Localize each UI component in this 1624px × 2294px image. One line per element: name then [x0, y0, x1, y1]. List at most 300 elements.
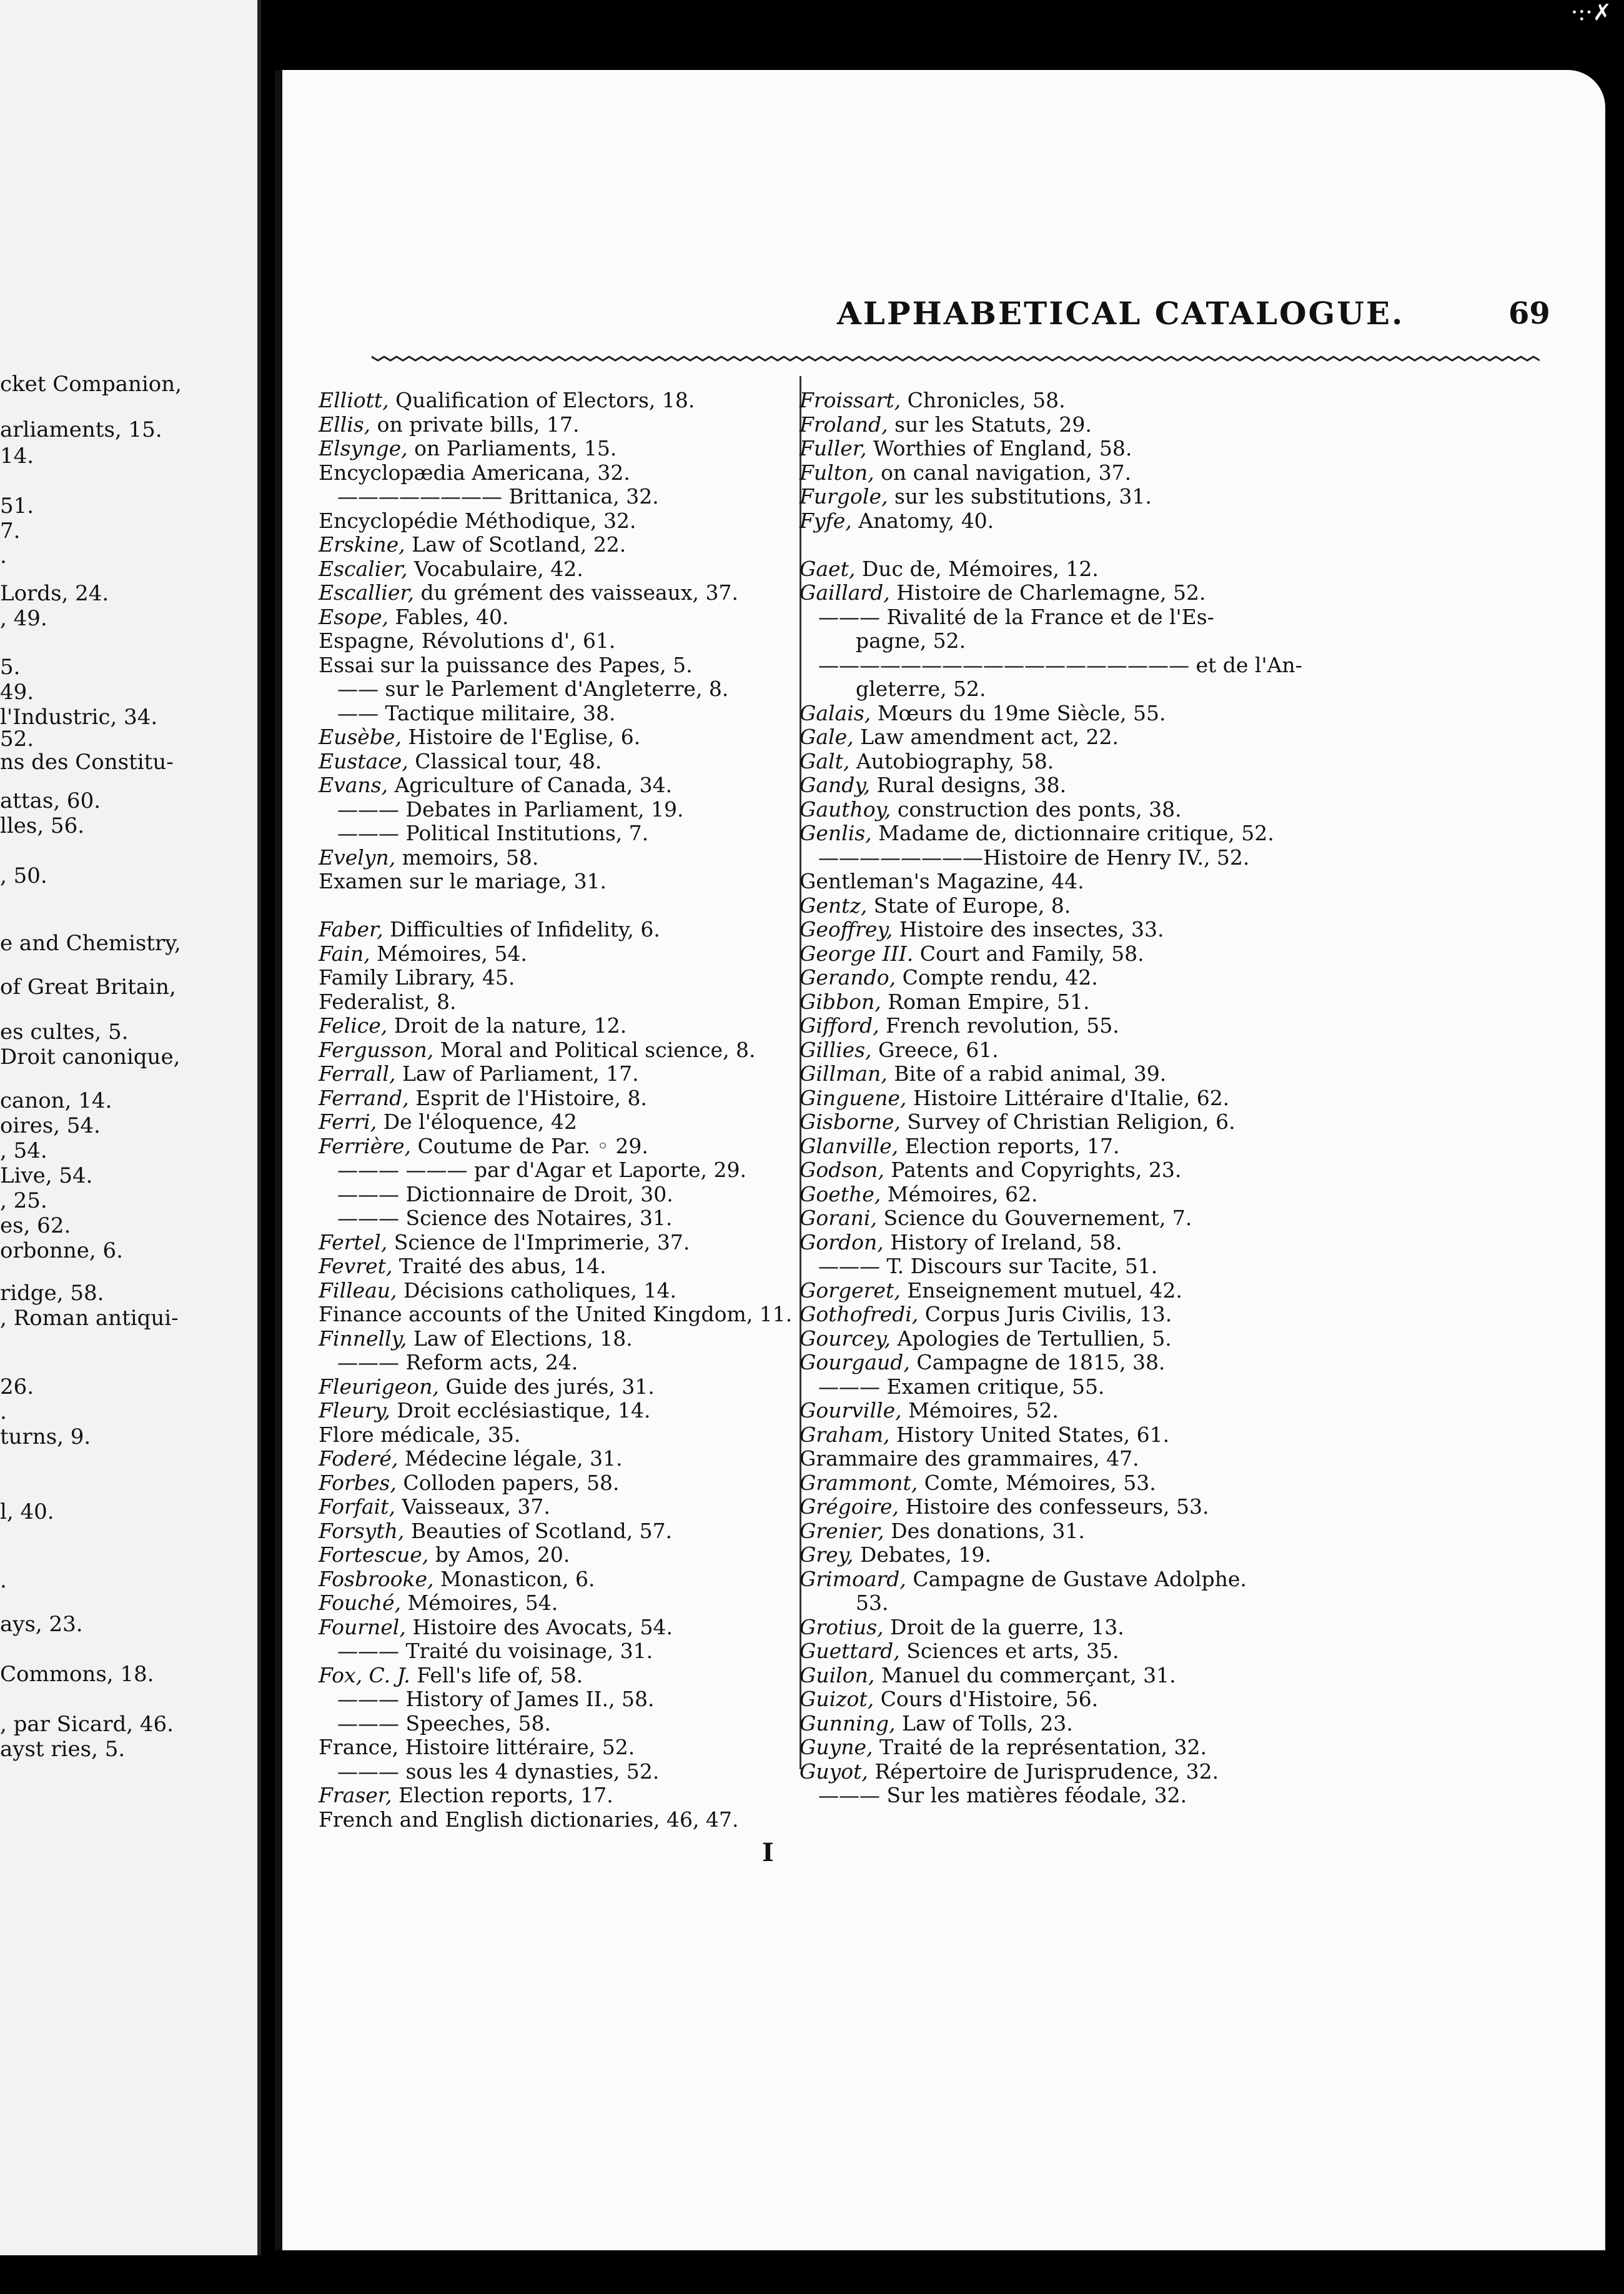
entry-title: pagne, 52. — [856, 628, 966, 653]
catalogue-entry — [800, 870, 1084, 893]
catalogue-entry — [800, 1351, 1165, 1374]
entry-author: Fevret, — [319, 1254, 393, 1278]
entry-author: Foderé, — [319, 1446, 399, 1471]
entry-author: Graham, — [800, 1422, 890, 1447]
catalogue-entry — [337, 1158, 746, 1182]
catalogue-entry — [319, 389, 695, 412]
catalogue-entry — [319, 1567, 595, 1591]
catalogue-entry — [800, 1303, 1172, 1326]
entry-author: Galais, — [800, 700, 871, 725]
entry-author: Escallier, — [319, 580, 415, 605]
catalogue-entry — [337, 1712, 551, 1735]
entry-title: Debates, 19. — [853, 1542, 991, 1567]
catalogue-entry — [800, 1158, 1181, 1182]
entry-author: Gaillard, — [800, 580, 890, 605]
entry-title: Worthies of England, 58. — [866, 436, 1132, 460]
entry-title: Patents and Copyrights, 23. — [884, 1158, 1182, 1182]
entry-title: Cours d'Histoire, 56. — [874, 1687, 1099, 1711]
entry-title: ——— History of James II., 58. — [337, 1687, 655, 1711]
entry-author: Fain, — [319, 941, 370, 966]
facing-page-line: 52. — [0, 727, 34, 752]
entry-title: French and English dictionaries, 46, 47. — [319, 1807, 739, 1832]
entry-title: Histoire de Charlemagne, 52. — [889, 580, 1206, 605]
entry-author: Ellis, — [319, 412, 371, 437]
entry-author: Esope, — [319, 604, 389, 629]
entry-title: Traité de la représentation, 32. — [873, 1735, 1207, 1759]
facing-page-fragment — [0, 0, 261, 2255]
entry-title: Election reports, 17. — [898, 1133, 1120, 1158]
entry-title: Mémoires, 52. — [901, 1398, 1059, 1423]
entry-title: De l'éloquence, 42 — [377, 1110, 577, 1134]
catalogue-entry — [319, 1086, 647, 1110]
entry-author: Gourgaud, — [800, 1350, 910, 1374]
entry-title: construction des ponts, 38. — [891, 797, 1182, 822]
entry-title: ——— Speeches, 58. — [337, 1711, 551, 1735]
catalogue-entry — [319, 1784, 613, 1807]
facing-page-line: , par Sicard, 46. — [0, 1712, 174, 1737]
entry-title: Greece, 61. — [871, 1037, 999, 1062]
facing-page-line: of Great Britain, — [0, 975, 176, 1000]
page-title: ALPHABETICAL CATALOGUE. — [837, 295, 1405, 332]
entry-title: ————————Histoire de Henry IV., 52. — [818, 845, 1250, 870]
catalogue-entry — [319, 1303, 792, 1326]
entry-title: Droit de la nature, 12. — [387, 1013, 627, 1038]
facing-page-line: cket Companion, — [0, 372, 182, 397]
entry-title: ——— T. Discours sur Tacite, 51. — [818, 1254, 1158, 1278]
entry-title: Finance accounts of the United Kingdom, 11. — [319, 1302, 793, 1326]
facing-page-line: 5. — [0, 655, 21, 680]
catalogue-entry — [319, 773, 672, 797]
entry-author: Fournel, — [319, 1614, 406, 1639]
catalogue-entry — [800, 1038, 999, 1062]
entry-title: Droit ecclésiastique, 14. — [390, 1398, 651, 1423]
catalogue-entry — [319, 581, 738, 605]
catalogue-entry — [319, 1327, 633, 1351]
catalogue-entry — [337, 1639, 653, 1663]
entry-title: ——— Sur les matières féodale, 32. — [818, 1783, 1187, 1807]
entry-author: Galt, — [800, 748, 850, 773]
entry-author: Fox, C. J. — [319, 1662, 410, 1687]
entry-title: Examen sur le mariage, 31. — [319, 869, 607, 893]
catalogue-entry — [337, 822, 648, 845]
signature-mark: I — [762, 1838, 774, 1867]
catalogue-entry — [800, 1760, 1219, 1784]
catalogue-entry — [800, 966, 1098, 990]
entry-author: Froissart, — [800, 388, 901, 412]
catalogue-entry — [800, 1447, 1139, 1471]
catalogue-entry — [800, 581, 1206, 605]
catalogue-entry — [800, 1687, 1098, 1711]
catalogue-entry — [856, 677, 986, 701]
facing-page-line: , Roman antiqui- — [0, 1306, 179, 1331]
entry-author: Guizot, — [800, 1687, 874, 1711]
entry-author: Elsynge, — [319, 436, 408, 460]
entry-title: Fell's life of, 58. — [410, 1662, 583, 1687]
catalogue-entry — [319, 1591, 558, 1615]
catalogue-entry — [800, 725, 1119, 749]
entry-title: Colloden papers, 58. — [396, 1470, 620, 1495]
catalogue-entry — [800, 1014, 1119, 1038]
catalogue-entry — [800, 1543, 991, 1567]
catalogue-entry — [319, 629, 615, 653]
entry-title: Survey of Christian Religion, 6. — [900, 1110, 1235, 1134]
facing-page-line: e and Chemistry, — [0, 931, 181, 956]
facing-page-line: ays, 23. — [0, 1612, 83, 1637]
entry-title: French revolution, 55. — [879, 1013, 1119, 1038]
entry-author: Gaet, — [800, 556, 856, 581]
entry-title: Fables, 40. — [389, 604, 509, 629]
entry-author: Glanville, — [800, 1133, 899, 1158]
entry-author: Fraser, — [319, 1783, 392, 1807]
entry-title: State of Europe, 8. — [867, 893, 1071, 918]
catalogue-entry — [800, 942, 1144, 966]
entry-title: Science de l'Imprimerie, 37. — [387, 1229, 690, 1254]
entry-title: Comte, Mémoires, 53. — [918, 1470, 1156, 1495]
entry-title: Enseignement mutuel, 42. — [900, 1278, 1182, 1303]
facing-page-line: l, 40. — [0, 1499, 54, 1524]
entry-author: Gibbon, — [800, 989, 881, 1014]
entry-title: Histoire de l'Eglise, 6. — [401, 725, 641, 749]
entry-author: Forbes, — [319, 1470, 397, 1495]
catalogue-entry — [319, 1616, 673, 1639]
catalogue-entry — [319, 918, 660, 941]
catalogue-entry — [800, 894, 1071, 918]
entry-author: Ferri, — [319, 1110, 377, 1134]
entry-title: —————————————————— et de l'An- — [818, 652, 1302, 677]
catalogue-entry — [800, 918, 1164, 941]
entry-author: Fergusson, — [319, 1037, 434, 1062]
catalogue-entry — [818, 605, 1214, 629]
catalogue-entry — [800, 1062, 1166, 1086]
catalogue-entry — [800, 1399, 1059, 1423]
entry-author: Eustace, — [319, 748, 408, 773]
catalogue-entry — [856, 629, 966, 653]
entry-title: Décisions catholiques, 14. — [397, 1278, 677, 1303]
entry-title: Sciences et arts, 35. — [899, 1639, 1119, 1663]
catalogue-entry — [818, 1784, 1187, 1807]
entry-title: Election reports, 17. — [392, 1783, 613, 1807]
entry-author: Gillies, — [800, 1037, 872, 1062]
catalogue-entry — [337, 485, 659, 509]
entry-title: France, Histoire littéraire, 52. — [319, 1735, 635, 1759]
entry-title: Vaisseaux, 37. — [395, 1494, 550, 1519]
entry-author: Gifford, — [800, 1013, 879, 1038]
catalogue-entry — [800, 1567, 1247, 1591]
entry-author: Gorgeret, — [800, 1278, 901, 1303]
entry-author: Faber, — [319, 917, 384, 941]
wavy-rule — [372, 354, 1540, 363]
entry-author: Ginguene, — [800, 1085, 907, 1110]
facing-page-line: . — [0, 1568, 7, 1593]
entry-author: Genlis, — [800, 821, 872, 845]
catalogue-entry — [319, 1519, 672, 1543]
catalogue-entry — [818, 1254, 1157, 1278]
facing-page-line: 14. — [0, 444, 34, 469]
catalogue-entry — [319, 557, 583, 581]
catalogue-entry — [319, 413, 580, 437]
catalogue-entry — [800, 773, 1066, 797]
facing-page-line: . — [0, 1399, 7, 1424]
facing-page-line: 26. — [0, 1374, 34, 1399]
catalogue-entry — [319, 1735, 635, 1759]
facing-page-line: lles, 56. — [0, 813, 85, 838]
entry-author: Gourville, — [800, 1398, 902, 1423]
entry-title: Chronicles, 58. — [901, 388, 1066, 412]
catalogue-entry — [800, 1495, 1209, 1519]
facing-page-line: , 25. — [0, 1188, 47, 1213]
entry-author: Gothofredi, — [800, 1302, 919, 1326]
entry-title: Mœurs du 19me Siècle, 55. — [871, 700, 1166, 725]
entry-author: Fleury, — [319, 1398, 390, 1423]
entry-author: Evelyn, — [319, 845, 396, 870]
catalogue-entry — [800, 798, 1182, 822]
catalogue-entry — [319, 870, 607, 893]
entry-title: Histoire des insectes, 33. — [893, 917, 1164, 941]
entry-author: George III. — [800, 941, 914, 966]
entry-title: Law amendment act, 22. — [853, 725, 1119, 749]
entry-author: Ferrand, — [319, 1085, 409, 1110]
catalogue-entry — [319, 1808, 738, 1832]
catalogue-entry — [800, 1086, 1229, 1110]
entry-author: Gandy, — [800, 773, 871, 797]
catalogue-entry — [319, 942, 527, 966]
entry-author: Godson, — [800, 1158, 884, 1182]
catalogue-entry — [319, 605, 508, 629]
facing-page-line: Commons, 18. — [0, 1662, 154, 1687]
entry-author: Eusèbe, — [319, 725, 402, 749]
entry-author: Fouché, — [319, 1591, 401, 1615]
entry-author: Froland, — [800, 412, 888, 437]
entry-author: Gisborne, — [800, 1110, 901, 1134]
facing-page-line: oires, 54. — [0, 1113, 101, 1138]
entry-author: Goethe, — [800, 1181, 881, 1206]
entry-author: Fuller, — [800, 436, 867, 460]
facing-page-line: attas, 60. — [0, 788, 101, 813]
catalogue-entry — [337, 1687, 655, 1711]
entry-title: Coutume de Par. ◦ 29. — [411, 1133, 648, 1158]
entry-author: Finnelly, — [319, 1326, 407, 1351]
catalogue-entry — [319, 1279, 676, 1303]
entry-author: Gauthoy, — [800, 797, 891, 822]
entry-author: Ferrière, — [319, 1133, 412, 1158]
catalogue-entry — [319, 1664, 583, 1687]
catalogue-entry — [319, 1423, 520, 1447]
facing-page-line: orbonne, 6. — [0, 1238, 123, 1263]
entry-title: Histoire Littéraire d'Italie, 62. — [906, 1085, 1230, 1110]
entry-title: Encyclopædia Americana, 32. — [319, 460, 630, 485]
entry-title: ——— Political Institutions, 7. — [337, 821, 649, 845]
entry-title: Histoire des confesseurs, 53. — [899, 1494, 1209, 1519]
entry-title: Mémoires, 54. — [370, 941, 527, 966]
catalogue-entry — [800, 1231, 1122, 1254]
facing-page-line: . — [0, 544, 7, 569]
entry-author: Gorani, — [800, 1206, 877, 1230]
entry-author: Fertel, — [319, 1229, 388, 1254]
entry-title: Campagne de Gustave Adolphe. — [906, 1566, 1247, 1591]
catalogue-entry — [337, 702, 616, 725]
catalogue-entry — [818, 1375, 1104, 1399]
entry-author: Gordon, — [800, 1229, 884, 1254]
entry-title: Science du Gouvernement, 7. — [876, 1206, 1192, 1230]
entry-title: Federalist, 8. — [319, 989, 457, 1014]
facing-page-line: es, 62. — [0, 1213, 71, 1238]
facing-page-line: Live, 54. — [0, 1163, 93, 1188]
catalogue-entry — [800, 1423, 1169, 1447]
corner-mark: ·:·✗ — [1570, 0, 1612, 26]
catalogue-entry — [319, 461, 630, 485]
facing-page-line: es cultes, 5. — [0, 1020, 129, 1045]
entry-title: on private bills, 17. — [370, 412, 580, 437]
entry-author: Fulton, — [800, 460, 874, 485]
catalogue-entry — [800, 485, 1152, 509]
entry-title: Beauties of Scotland, 57. — [404, 1518, 673, 1543]
entry-title: Madame de, dictionnaire critique, 52. — [871, 821, 1274, 845]
catalogue-entry — [337, 798, 684, 822]
entry-author: Guyot, — [800, 1759, 868, 1784]
entry-title: —— sur le Parlement d'Angleterre, 8. — [337, 677, 729, 701]
facing-page-line: 51. — [0, 494, 34, 519]
entry-author: Fosbrooke, — [319, 1566, 434, 1591]
entry-title: Autobiography, 58. — [849, 748, 1054, 773]
entry-title: Espagne, Révolutions d', 61. — [319, 628, 616, 653]
entry-title: ——— Traité du voisinage, 31. — [337, 1639, 653, 1663]
entry-title: History United States, 61. — [889, 1422, 1170, 1447]
entry-author: Gale, — [800, 725, 854, 749]
entry-author: Fyfe, — [800, 508, 852, 533]
entry-author: Felice, — [319, 1013, 388, 1038]
catalogue-entry — [800, 1279, 1182, 1303]
facing-page-line: Lords, 24. — [0, 581, 109, 606]
entry-title: Grammaire des grammaires, 47. — [800, 1446, 1139, 1471]
catalogue-entry — [319, 1062, 639, 1086]
catalogue-entry — [800, 1712, 1073, 1735]
entry-title: Roman Empire, 51. — [881, 989, 1090, 1014]
catalogue-entry — [337, 1351, 578, 1374]
catalogue-entry — [319, 1471, 619, 1495]
entry-title: Law of Tolls, 23. — [895, 1711, 1073, 1735]
entry-title: ——— Rivalité de la France et de l'Es- — [818, 604, 1214, 629]
entry-title: Vocabulaire, 42. — [407, 556, 583, 581]
entry-author: Escalier, — [319, 556, 408, 581]
entry-title: ———————— Brittanica, 32. — [337, 484, 659, 509]
facing-page-line: l'Industric, 34. — [0, 705, 158, 730]
catalogue-entry — [800, 557, 1099, 581]
catalogue-entry — [818, 653, 1302, 677]
entry-title: by Amos, 20. — [428, 1542, 570, 1567]
entry-title: Apologies de Tertullien, 5. — [891, 1326, 1172, 1351]
entry-title: Law of Parliament, 17. — [395, 1061, 639, 1086]
entry-title: Family Library, 45. — [319, 965, 515, 990]
facing-page-line: 7. — [0, 519, 21, 544]
entry-title: ——— Debates in Parliament, 19. — [337, 797, 684, 822]
entry-author: Grey, — [800, 1542, 854, 1567]
entry-title: Flore médicale, 35. — [319, 1422, 521, 1447]
entry-title: Anatomy, 40. — [851, 508, 994, 533]
facing-page-line: , 54. — [0, 1138, 47, 1163]
facing-page-line: , 49. — [0, 606, 47, 631]
entry-title: Mémoires, 54. — [400, 1591, 558, 1615]
catalogue-entry — [319, 966, 515, 990]
entry-author: Grenier, — [800, 1518, 884, 1543]
entry-author: Evans, — [319, 773, 389, 797]
catalogue-entry — [800, 389, 1066, 412]
catalogue-entry — [319, 1231, 690, 1254]
catalogue-entry — [319, 653, 693, 677]
catalogue-entry — [800, 509, 994, 533]
entry-title: Monasticon, 6. — [433, 1566, 595, 1591]
entry-title: Duc de, Mémoires, 12. — [855, 556, 1099, 581]
catalogue-entry — [800, 1471, 1156, 1495]
catalogue-entry — [319, 750, 602, 773]
entry-title: —— Tactique militaire, 38. — [337, 700, 616, 725]
catalogue-entry — [319, 990, 457, 1014]
catalogue-entry — [319, 1014, 626, 1038]
entry-title: memoirs, 58. — [395, 845, 539, 870]
catalogue-entry — [319, 437, 616, 460]
entry-title: Compte rendu, 42. — [896, 965, 1098, 990]
entry-title: Moral and Political science, 8. — [433, 1037, 756, 1062]
catalogue-entry — [800, 1183, 1038, 1206]
catalogue-entry — [337, 1206, 672, 1230]
facing-page-line: ns des Constitu- — [0, 750, 174, 775]
facing-page-line: ayst ries, 5. — [0, 1737, 126, 1762]
catalogue-entry — [337, 1183, 673, 1206]
entry-title: Des donations, 31. — [884, 1518, 1085, 1543]
catalogue-entry — [800, 1327, 1172, 1351]
catalogue-entry — [337, 677, 728, 701]
entry-author: Forfait, — [319, 1494, 395, 1519]
catalogue-entry — [319, 1447, 623, 1471]
entry-title: Difficulties of Infidelity, 6. — [383, 917, 660, 941]
entry-author: Elliott, — [319, 388, 389, 412]
catalogue-entry — [800, 822, 1274, 845]
entry-title: on canal navigation, 37. — [874, 460, 1132, 485]
entry-title: gleterre, 52. — [856, 677, 986, 701]
catalogue-entry — [856, 1591, 888, 1615]
entry-title: Médecine légale, 31. — [398, 1446, 623, 1471]
entry-title: ——— sous les 4 dynasties, 52. — [337, 1759, 660, 1784]
entry-author: Erskine, — [319, 532, 405, 557]
entry-title: History of Ireland, 58. — [883, 1229, 1122, 1254]
entry-title: Law of Elections, 18. — [407, 1326, 633, 1351]
catalogue-entry — [800, 1664, 1176, 1687]
entry-title: ——— ——— par d'Agar et Laporte, 29. — [337, 1158, 747, 1182]
catalogue-entry — [800, 1639, 1119, 1663]
entry-title: Gentleman's Magazine, 44. — [800, 869, 1084, 893]
catalogue-entry — [800, 1735, 1207, 1759]
entry-title: Mémoires, 62. — [881, 1181, 1038, 1206]
entry-title: Droit de la guerre, 13. — [883, 1614, 1124, 1639]
entry-title: Esprit de l'Histoire, 8. — [408, 1085, 647, 1110]
entry-title: Encyclopédie Méthodique, 32. — [319, 508, 636, 533]
catalogue-entry — [800, 413, 1092, 437]
facing-page-line: ridge, 58. — [0, 1281, 104, 1306]
catalogue-entry — [319, 846, 538, 870]
catalogue-entry — [800, 1110, 1235, 1134]
facing-page-line: turns, 9. — [0, 1424, 91, 1449]
catalogue-entry — [319, 1495, 550, 1519]
catalogue-entry — [800, 461, 1131, 485]
catalogue-entry — [319, 725, 640, 749]
catalogue-entry — [319, 1135, 648, 1158]
entry-author: Grégoire, — [800, 1494, 899, 1519]
entry-title: ——— Science des Notaires, 31. — [337, 1206, 673, 1230]
entry-title: Traité des abus, 14. — [392, 1254, 607, 1278]
entry-author: Grammont, — [800, 1470, 918, 1495]
entry-title: Classical tour, 48. — [408, 748, 602, 773]
entry-title: Répertoire de Jurisprudence, 32. — [868, 1759, 1219, 1784]
catalogue-entry — [319, 1038, 756, 1062]
